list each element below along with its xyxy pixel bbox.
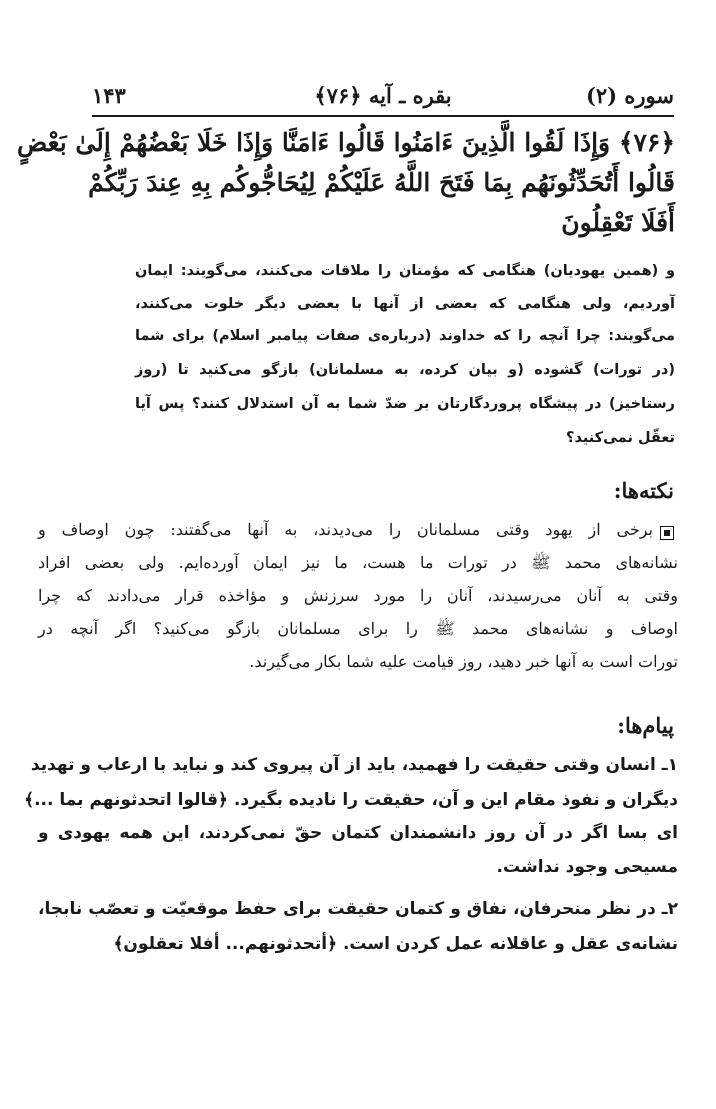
notes-line-5: تورات است به آنها خبر دهید، روز قیامت علیه شما بکار می‌گیرند. — [249, 652, 678, 671]
translation-line-3: می‌گویند: چرا آنچه را که خداوند (درباره‌ی صفات پیامبر اسلام) برای شما — [135, 328, 675, 344]
square-bullet-icon — [660, 526, 674, 540]
translation-line-1: و (همین یهودیان) هنگامی که مؤمنان را ملاقات می‌کنند، می‌گویند: ایمان — [135, 263, 675, 279]
notes-line-2: نشانه‌های محمد ﷺ در تورات ما هست، ما نیز ایمان آورده‌ایم. ولی بعضی افراد — [38, 553, 678, 572]
message-line-5: ۲ـ در نظر منحرفان، نفاق و کتمان حقیقت برای حفظ موقعیّت و تعصّب نابجا، — [38, 899, 678, 919]
notes-line-3: وقتی به آنان می‌رسیدند، آنان را مورد سرزنش و مؤاخذه قرار می‌دادند که چرا — [38, 586, 678, 605]
notes-title: نکته‌ها: — [613, 478, 674, 503]
page-number: ۱۴۳ — [92, 82, 126, 108]
surah-label: سوره (۲) — [585, 82, 674, 108]
translation-line-4: (در تورات) گشوده (و بیان کرده، به مسلمانان) بازگو می‌کنید تا (روز — [135, 362, 675, 378]
verse-reference: بقره ـ آیه ﴿۷۶﴾ — [314, 82, 452, 108]
message-line-4: مسیحی وجود نداشت. — [496, 857, 678, 877]
message-line-6: نشانه‌ی عقل و عاقلانه عمل کردن است. ﴿أتحدثونهم... أفلا تعقلون﴾ — [113, 934, 678, 954]
verse-line-2: قَالُوا أَتُحَدِّثُونَهُم بِمَا فَتَحَ اللَّهُ عَلَيْكُمْ لِيُحَاجُّوكُم بِهِ عِندَ رَبِّكُمْ — [88, 168, 675, 197]
header-divider — [92, 115, 674, 117]
page-header — [92, 80, 674, 110]
translation-line-6: تعقّل نمی‌کنید؟ — [566, 430, 675, 446]
translation-line-5: رستاخیز) در پیشگاه پروردگارتان بر ضدّ شما به آن استدلال کنند؟ پس آیا — [135, 396, 675, 412]
message-line-2: دیگران و نفوذ مقام این و آن، حقیقت را نادیده بگیرد. ﴿قالوا اتحدثونهم بما ...﴾ — [24, 790, 678, 810]
message-line-1: ۱ـ انسان وقتی حقیقت را فهمید، باید از آن پیروی کند و نباید با ارعاب و تهدید — [30, 755, 678, 775]
translation-line-2: آوردیم، ولی هنگامی که بعضی از آنها با بعضی دیگر خلوت می‌کنند، — [135, 296, 675, 312]
messages-title: پیام‌ها: — [617, 713, 674, 738]
notes-line-4: اوصاف و نشانه‌های محمد ﷺ را برای مسلمانان بازگو می‌کنید؟ اگر آنچه در — [38, 619, 678, 638]
verse-line-1: ﴿۷۶﴾ وَإِذَا لَقُوا الَّذِينَ ءَامَنُوا قَالُوا ءَامَنَّا وَإِذَا خَلَا بَعْضُهُمْ إِلَىٰ بَعْضٍ — [17, 128, 675, 157]
message-line-3: ای بسا اگر در آن روز دانشمندان کتمان حقّ نمی‌کردند، این همه یهودی و — [38, 823, 678, 843]
verse-line-3: أَفَلَا تَعْقِلُونَ — [561, 208, 675, 237]
notes-line-1: برخی از یهود وقتی مسلمانان را می‌دیدند، به آنها می‌گفتند: چون اوصاف و — [38, 520, 653, 539]
